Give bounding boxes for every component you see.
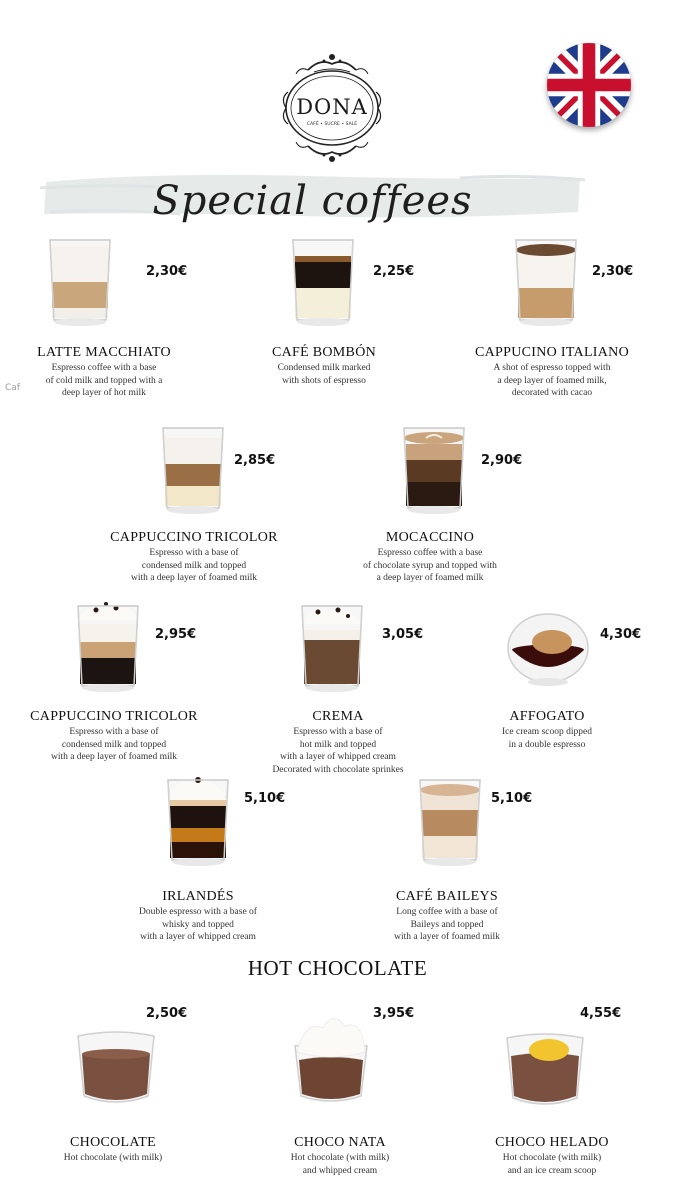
drink-image [32,232,128,328]
item-price: 2,95€ [155,627,197,642]
item-name: CHOCO NATA [294,1135,386,1150]
description-line: and an ice cream scoop [507,1165,597,1176]
description-line: Hot chocolate (with milk) [290,1153,390,1163]
language-english-button[interactable] [547,43,631,127]
item-name: CHOCOLATE [70,1135,156,1150]
item-name: CAFÉ BAILEYS [396,889,498,904]
description-line: and whipped cream [302,1165,378,1176]
description-line: with a layer of whipped cream [280,752,396,762]
item-description [230,1152,450,1177]
drink-image [500,598,596,694]
description-line: Espresso with a base of [69,727,159,737]
item-name: AFFOGATO [509,709,585,724]
drink-image [145,420,241,516]
item-name: CREMA [312,709,364,724]
description-line: Baileys and topped [410,919,484,930]
description-line: with a layer of whipped cream [140,932,256,942]
description-line: in a double espresso [508,739,586,750]
description-line: Long coffee with a base of [396,907,498,917]
item-description [437,726,657,751]
description-line: condensed milk and topped [141,560,247,571]
item-name: CAPPUCCINO TRICOLOR [30,709,198,724]
description-line: Double espresso with a base of [139,907,257,917]
drink-image [498,232,594,328]
description-line: of chocolate syrup and topped with [363,560,497,571]
item-price: 4,30€ [600,627,642,642]
description-line: Espresso with a base of [149,548,239,558]
brand-tagline: CAFÉ • SUCRE • SALÉ [306,122,358,127]
description-line: Hot chocolate (with milk) [63,1153,163,1163]
description-line: A shot of espresso topped with [493,363,611,373]
drink-image [68,1018,164,1114]
description-line: condensed milk and topped [61,739,167,750]
drink-image [284,598,380,694]
item-description [442,362,662,400]
drink-image [386,420,482,516]
item-description [214,362,434,387]
item-name: IRLANDÉS [162,889,234,904]
dona-logo [278,48,386,164]
drink-image [150,772,246,868]
description-line: deep layer of hot milk [62,388,146,398]
item-price: 2,30€ [146,264,188,279]
description-line: Espresso coffee with a base [377,548,483,558]
item-price: 2,85€ [234,453,276,468]
item-name: CAPPUCINO ITALIANO [475,345,629,360]
item-description [0,362,214,400]
description-line: of cold milk and topped with a [45,375,163,386]
item-description [88,906,308,944]
hot-chocolate-heading: HOT CHOCOLATE [247,956,428,980]
item-name: CAFÉ BOMBÓN [271,345,377,360]
item-price: 2,90€ [481,453,523,468]
item-description [228,726,448,776]
item-price: 5,10€ [491,791,533,806]
item-name: LATTE MACCHIATO [37,345,171,360]
uk-flag-icon [547,43,631,127]
description-line: with a layer of foamed milk [394,932,500,942]
description-line: Condensed milk marked [277,363,371,373]
item-price: 2,25€ [373,264,415,279]
item-description [337,906,557,944]
item-description [4,726,224,764]
description-line: Decorated with chocolate sprinkes [272,764,404,775]
description-line: with a deep layer of foamed milk [50,752,178,762]
clipped-text: Caf [5,383,20,393]
item-price: 5,10€ [244,791,286,806]
description-line: decorated with cacao [511,388,593,398]
item-name: MOCACCINO [385,530,475,545]
description-line: hot milk and topped [299,739,377,750]
item-price: 2,30€ [592,264,634,279]
item-name: CAPPUCCINO TRICOLOR [110,530,278,545]
brand-name: DONA [296,95,368,119]
item-description [3,1152,223,1165]
item-price: 2,50€ [146,1006,188,1021]
drink-image [402,772,498,868]
item-price: 4,55€ [580,1006,622,1021]
description-line: Espresso coffee with a base [51,363,157,373]
description-line: Hot chocolate (with milk) [502,1153,602,1163]
page-title: Special coffees [152,178,473,224]
description-line: with shots of espresso [282,375,366,386]
description-line: Ice cream scoop dipped [502,727,592,737]
item-description [84,547,304,585]
description-line: with a deep layer of foamed milk [130,573,258,583]
item-name: CHOCO HELADO [495,1135,609,1150]
description-line: a deep layer of foamed milk, [497,375,607,386]
drink-image [497,1016,593,1112]
description-line: a deep layer of foamed milk [376,573,484,583]
drink-image [283,1010,379,1106]
item-price: 3,05€ [382,627,424,642]
drink-image [275,232,371,328]
description-line: whisky and topped [162,919,234,930]
drink-image [60,598,156,694]
item-description [442,1152,662,1177]
item-price: 3,95€ [373,1006,415,1021]
item-description [320,547,540,585]
description-line: Espresso with a base of [293,727,383,737]
